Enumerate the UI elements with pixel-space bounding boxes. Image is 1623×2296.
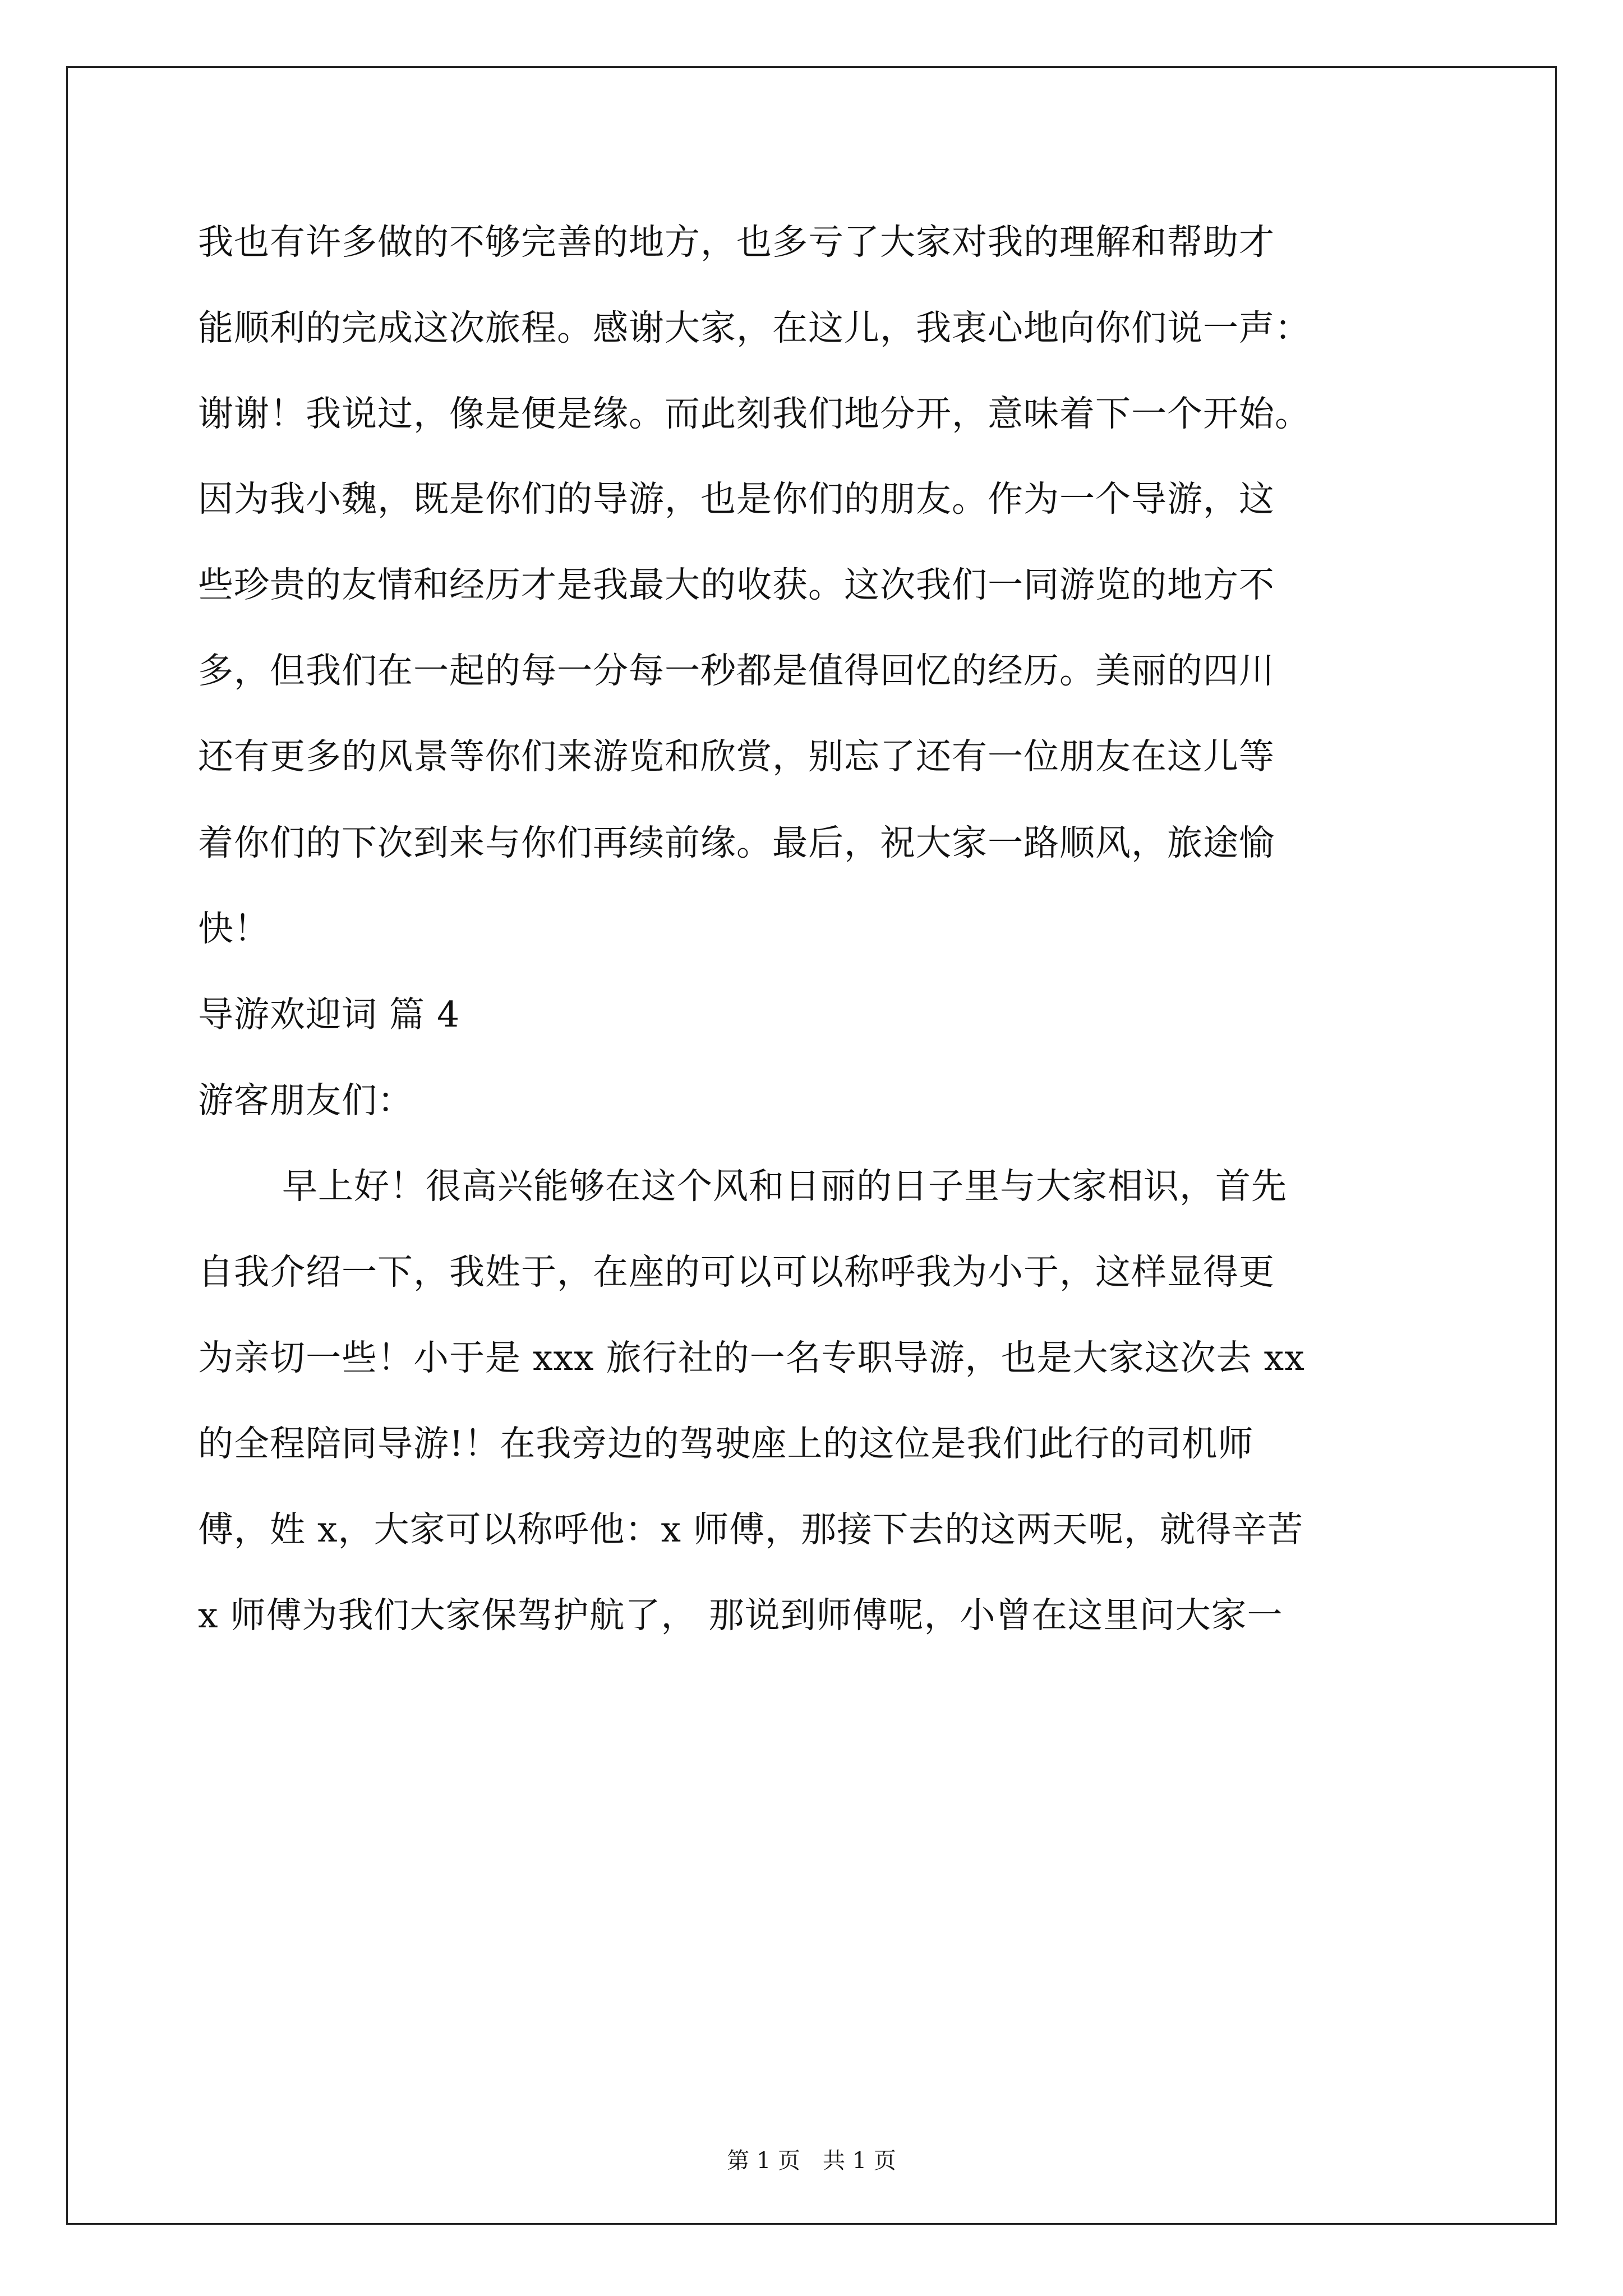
paragraph-line: 傅，姓 x，大家可以称呼他：x 师傅，那接下去的这两天呢，就得辛苦 <box>198 1509 1304 1550</box>
text-line: 快！ <box>198 908 270 949</box>
paragraph-line: 的全程陪同导游!！在我旁边的驾驶座上的这位是我们此行的司机师 <box>198 1423 1254 1464</box>
text-line: 还有更多的风景等你们来游览和欣赏，别忘了还有一位朋友在这儿等 <box>198 736 1275 777</box>
text-line: 些珍贵的友情和经历才是我最大的收获。这次我们一同游览的地方不 <box>198 564 1275 605</box>
page-border <box>66 66 1557 2225</box>
page-total: 共 1 页 <box>823 2148 896 2174</box>
section-title: 导游欢迎词 篇 4 <box>198 994 460 1035</box>
text-line: 因为我小魏，既是你们的导游，也是你们的朋友。作为一个导游，这 <box>198 478 1275 519</box>
greeting: 游客朋友们： <box>198 1080 413 1121</box>
page-number: 第 1 页 <box>727 2148 800 2174</box>
text-line: 能顺利的完成这次旅程。感谢大家，在这儿，我衷心地向你们说一声： <box>198 307 1311 348</box>
text-line: 谢谢！我说过，像是便是缘。而此刻我们地分开，意味着下一个开始。 <box>198 393 1311 434</box>
paragraph-line: 早上好！很高兴能够在这个风和日丽的日子里与大家相识，首先 <box>282 1166 1287 1207</box>
text-line: 着你们的下次到来与你们再续前缘。最后，祝大家一路顺风，旅途愉 <box>198 822 1275 863</box>
text-line: 多，但我们在一起的每一分每一秒都是值得回忆的经历。美丽的四川 <box>198 650 1275 691</box>
paragraph-line: 为亲切一些！小于是 xxx 旅行社的一名专职导游，也是大家这次去 xx <box>198 1337 1305 1378</box>
paragraph-line: x 师傅为我们大家保驾护航了， 那说到师傅呢，小曾在这里问大家一 <box>198 1595 1283 1636</box>
text-line: 我也有许多做的不够完善的地方，也多亏了大家对我的理解和帮助才 <box>198 222 1275 263</box>
paragraph-line: 自我介绍一下，我姓于，在座的可以可以称呼我为小于，这样显得更 <box>198 1251 1275 1292</box>
page-footer <box>0 2143 1623 2175</box>
